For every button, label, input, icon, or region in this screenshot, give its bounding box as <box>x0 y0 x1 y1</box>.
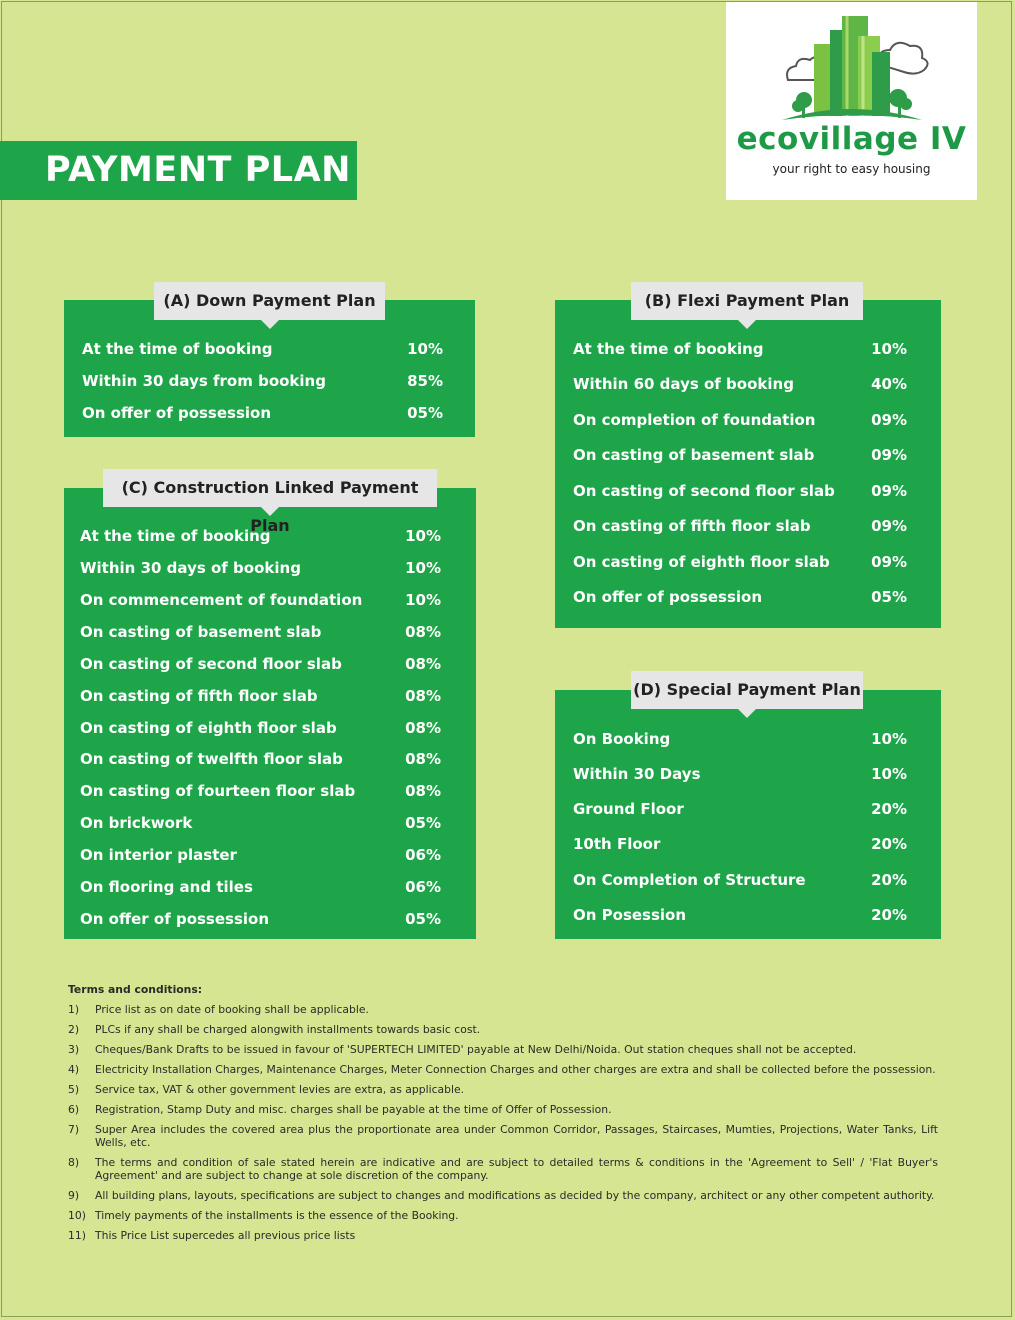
terms-number: 3) <box>68 1043 80 1056</box>
row-label: Within 30 days of booking <box>80 559 301 577</box>
row-label: On casting of fifth floor slab <box>80 687 318 705</box>
row-value: 09% <box>871 411 907 429</box>
terms-text: Price list as on date of booking shall be applicable. <box>95 1003 369 1016</box>
row-label: On offer of possession <box>82 404 272 422</box>
terms-section <box>68 983 938 1249</box>
row-value: 08% <box>405 655 441 673</box>
terms-item <box>68 1229 938 1242</box>
row-label: Within 60 days of booking <box>573 375 794 393</box>
plan-d-panel <box>555 690 941 939</box>
terms-text: Super Area includes the covered area plus the proportionate area under Common Corridor, Passages, Staircases, Mumties, Projections, Water Tanks, Lift Wells, etc. <box>95 1123 938 1149</box>
row-label: On casting of basement slab <box>573 446 815 464</box>
row-value: 10% <box>871 765 907 783</box>
row-value: 09% <box>871 482 907 500</box>
terms-item <box>68 1189 938 1202</box>
row-label: Within 30 days from booking <box>82 372 326 390</box>
plan-a-title: (A) Down Payment Plan <box>154 282 385 320</box>
terms-item <box>68 1209 938 1222</box>
row-value: 08% <box>405 750 441 768</box>
terms-number: 4) <box>68 1063 80 1076</box>
row-value: 09% <box>871 553 907 571</box>
row-label: At the time of booking <box>82 340 273 358</box>
row-label: Ground Floor <box>573 800 684 818</box>
terms-text: All building plans, layouts, specifications are subject to changes and modifications as decided by the company, architect or any other competent authority. <box>95 1189 935 1202</box>
row-value: 10% <box>871 340 907 358</box>
row-value: 09% <box>871 517 907 535</box>
row-label: Within 30 Days <box>573 765 701 783</box>
terms-text: Electricity Installation Charges, Maintenance Charges, Meter Connection Charges and other charges are extra and shall be collected before the possession. <box>95 1063 936 1076</box>
terms-text: Timely payments of the installments is the essence of the Booking. <box>95 1209 459 1222</box>
terms-item <box>68 1123 938 1149</box>
row-label: At the time of booking <box>80 527 271 545</box>
terms-heading: Terms and conditions: <box>68 983 203 996</box>
row-label: On casting of fifth floor slab <box>573 517 811 535</box>
row-label: On brickwork <box>80 814 193 832</box>
logo <box>726 2 977 200</box>
row-value: 10% <box>405 591 441 609</box>
plan-c-title: (C) Construction Linked Payment Plan <box>103 469 437 507</box>
row-value: 05% <box>405 814 441 832</box>
row-label: On flooring and tiles <box>80 878 253 896</box>
row-label: On casting of fourteen floor slab <box>80 782 356 800</box>
terms-item <box>68 1003 938 1016</box>
terms-text: This Price List supercedes all previous price lists <box>95 1229 356 1242</box>
terms-number: 1) <box>68 1003 80 1016</box>
terms-item <box>68 1156 938 1182</box>
row-label: 10th Floor <box>573 835 661 853</box>
row-label: On casting of basement slab <box>80 623 322 641</box>
plan-d-title: (D) Special Payment Plan <box>631 671 863 709</box>
row-label: On casting of second floor slab <box>573 482 835 500</box>
row-value: 20% <box>871 800 907 818</box>
row-label: On Completion of Structure <box>573 871 806 889</box>
terms-item <box>68 1103 938 1116</box>
terms-item <box>68 1083 938 1096</box>
logo-name: ecovillage IV <box>736 121 967 157</box>
terms-text: PLCs if any shall be charged alongwith installments towards basic cost. <box>95 1023 481 1036</box>
terms-number: 11) <box>68 1229 86 1242</box>
terms-number: 8) <box>68 1156 80 1169</box>
row-label: At the time of booking <box>573 340 764 358</box>
row-label: On interior plaster <box>80 846 237 864</box>
row-value: 06% <box>405 846 441 864</box>
row-label: On casting of twelfth floor slab <box>80 750 343 768</box>
terms-text: Service tax, VAT & other government levies are extra, as applicable. <box>95 1083 465 1096</box>
terms-item <box>68 1023 938 1036</box>
row-value: 20% <box>871 906 907 924</box>
row-label: On commencement of foundation <box>80 591 363 609</box>
row-label: On casting of second floor slab <box>80 655 342 673</box>
row-value: 10% <box>871 730 907 748</box>
terms-text: The terms and condition of sale stated herein are indicative and are subject to detailed terms & conditions in the 'Agreement to Sell' / 'Flat Buyer's Agreement' and are subject to change at sole discretion of the company. <box>95 1156 938 1182</box>
terms-item <box>68 1043 938 1056</box>
row-label: On completion of foundation <box>573 411 816 429</box>
terms-item <box>68 1063 938 1076</box>
row-value: 05% <box>871 588 907 606</box>
row-value: 10% <box>405 559 441 577</box>
terms-text: Cheques/Bank Drafts to be issued in favour of 'SUPERTECH LIMITED' payable at New Delhi/Noida. Out station cheques shall not be accepted. <box>95 1043 857 1056</box>
row-value: 10% <box>405 527 441 545</box>
plan-b-title: (B) Flexi Payment Plan <box>631 282 863 320</box>
row-value: 40% <box>871 375 907 393</box>
terms-number: 5) <box>68 1083 80 1096</box>
row-value: 06% <box>405 878 441 896</box>
row-label: On Booking <box>573 730 671 748</box>
row-value: 08% <box>405 687 441 705</box>
row-value: 20% <box>871 835 907 853</box>
page-title: PAYMENT PLAN <box>0 141 357 200</box>
row-value: 08% <box>405 719 441 737</box>
terms-number: 7) <box>68 1123 80 1136</box>
row-label: On Posession <box>573 906 687 924</box>
row-value: 10% <box>407 340 443 358</box>
row-value: 85% <box>407 372 443 390</box>
terms-text: Registration, Stamp Duty and misc. charges shall be payable at the time of Offer of Possession. <box>95 1103 612 1116</box>
logo-tagline: your right to easy housing <box>772 162 931 176</box>
plan-c-panel <box>64 488 476 939</box>
row-value: 09% <box>871 446 907 464</box>
row-value: 08% <box>405 623 441 641</box>
row-value: 20% <box>871 871 907 889</box>
row-label: On offer of possession <box>573 588 763 606</box>
terms-number: 10) <box>68 1209 86 1222</box>
terms-number: 6) <box>68 1103 80 1116</box>
row-value: 05% <box>405 910 441 928</box>
row-label: On casting of eighth floor slab <box>80 719 337 737</box>
row-value: 05% <box>407 404 443 422</box>
plan-b-panel <box>555 300 941 628</box>
row-value: 08% <box>405 782 441 800</box>
terms-number: 2) <box>68 1023 80 1036</box>
terms-number: 9) <box>68 1189 80 1202</box>
row-label: On offer of possession <box>80 910 270 928</box>
row-label: On casting of eighth floor slab <box>573 553 830 571</box>
